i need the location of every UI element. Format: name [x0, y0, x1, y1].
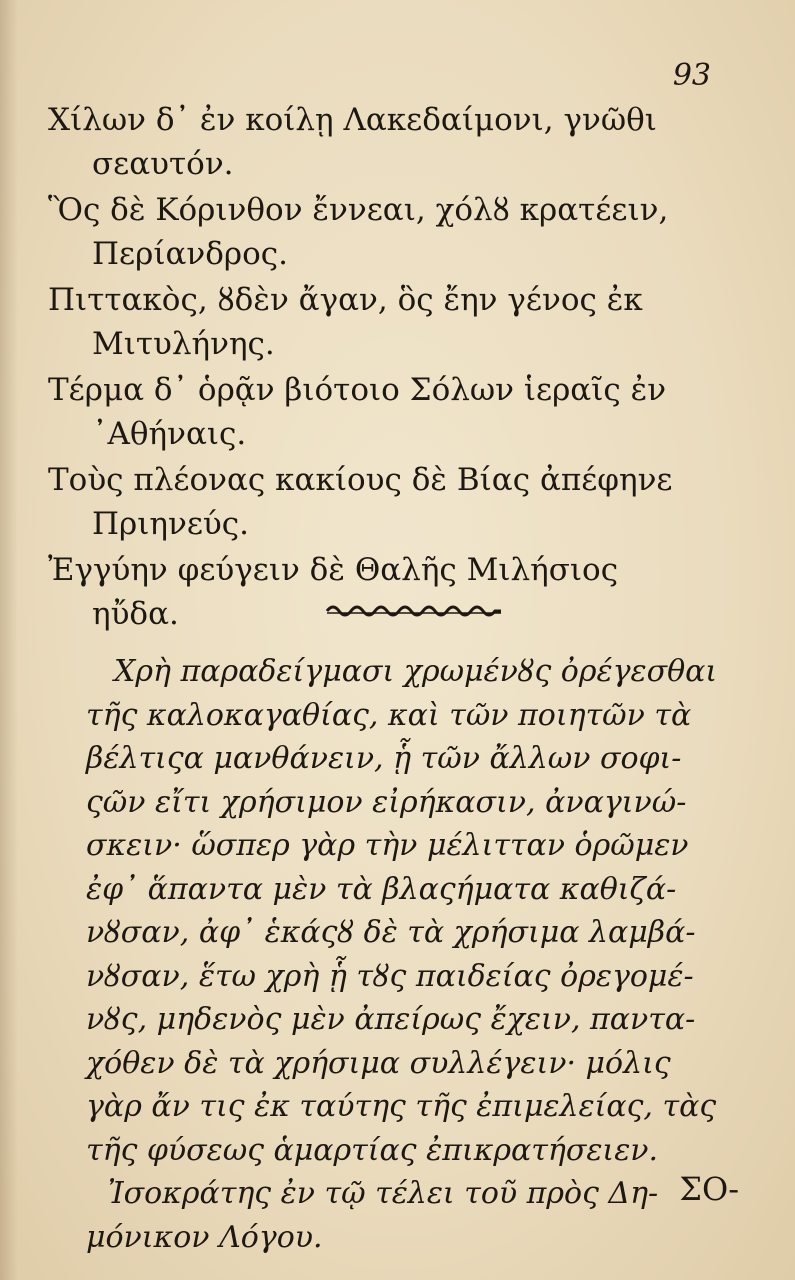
prose-line: γὰρ ἄν τις ἐκ ταύτης τῆς ἐπιμελείας, τὰς [86, 1089, 717, 1124]
verse-continuation: Μιτυλήνης. [92, 326, 275, 362]
verse-line: Ἐγγύην φεύγειν δὲ Θαλῆς Μιλήσιος [48, 552, 619, 588]
ornament-divider [325, 601, 503, 617]
verse-line: Τοὺς πλέονας κακίους δὲ Βίας ἀπέφηνε [48, 462, 673, 498]
attribution-line: Ἰσοκράτης ἐν τῷ τέλει τοῦ πρὸς Δη- [108, 1176, 659, 1211]
page-number: 93 [672, 58, 711, 93]
verse-line: Τέρμα δ᾽ ὁρᾷν βιότοιο Σόλων ἱεραῖς ἐν [48, 372, 667, 408]
prose-line: τῆς καλοκαγαθίας, καὶ τῶν ποιητῶν τὰ [86, 697, 692, 733]
verse-continuation: Πριηνεύς. [92, 506, 249, 542]
verse-continuation: Περίανδρος. [92, 236, 289, 272]
prose-line: Χρὴ παραδείγμασι χρωμένȣς ὀρέγεσθαι [114, 654, 718, 689]
prose-line: ςῶν εἴτι χρήσιμον εἰρήκασιν, ἀναγινώ- [86, 784, 687, 820]
attribution-line: μόνικον Λόγου. [86, 1219, 323, 1255]
verse-line: Ὃς δὲ Κόρινθον ἔννεαι, χόλȣ κρατέειν, [48, 192, 669, 228]
prose-line: νȣσαν, ἕτω χρὴ ᾗ τȣς παιδείας ὀρεγομέ- [86, 958, 694, 994]
binding-shadow [0, 0, 18, 1280]
prose-line: βέλτιςα μανθάνειν, ᾗ τῶν ἄλλων σοφι- [86, 741, 682, 776]
prose-line: τῆς φύσεως ἁμαρτίας ἐπικρατήσειεν. [86, 1132, 659, 1168]
prose-block [86, 650, 776, 1259]
verse-continuation: σεαυτόν. [92, 146, 234, 182]
prose-line: νȣσαν, ἀφ᾽ ἑκάςȣ δὲ τὰ χρήσιμα λαμβά- [86, 915, 696, 950]
prose-line: σκειν· ὥσπερ γὰρ τὴν μέλιτταν ὁρῶμεν [86, 828, 689, 863]
verse-line: Χίλων δ᾽ ἐν κοίλῃ Λακεδαίμονι, γνῶθι [48, 102, 657, 138]
catchword: ΣΟ- [679, 1170, 739, 1208]
verse-continuation: ᾽Αθήναις. [92, 416, 247, 452]
verse-block [48, 98, 748, 638]
prose-line: νȣς, μηδενὸς μὲν ἀπείρως ἔχειν, παντα- [86, 1002, 696, 1037]
verse-continuation: ηὔδα. [92, 596, 179, 632]
prose-line: χόθεν δὲ τὰ χρήσιμα συλλέγειν· μόλις [86, 1045, 671, 1081]
prose-line: ἐφ᾽ ἅπαντα μὲν τὰ βλαςήματα καθιζά- [86, 871, 677, 907]
verse-line: Πιττακὸς, ȣδὲν ἄγαν, ὃς ἔην γένος ἐκ [48, 282, 643, 318]
